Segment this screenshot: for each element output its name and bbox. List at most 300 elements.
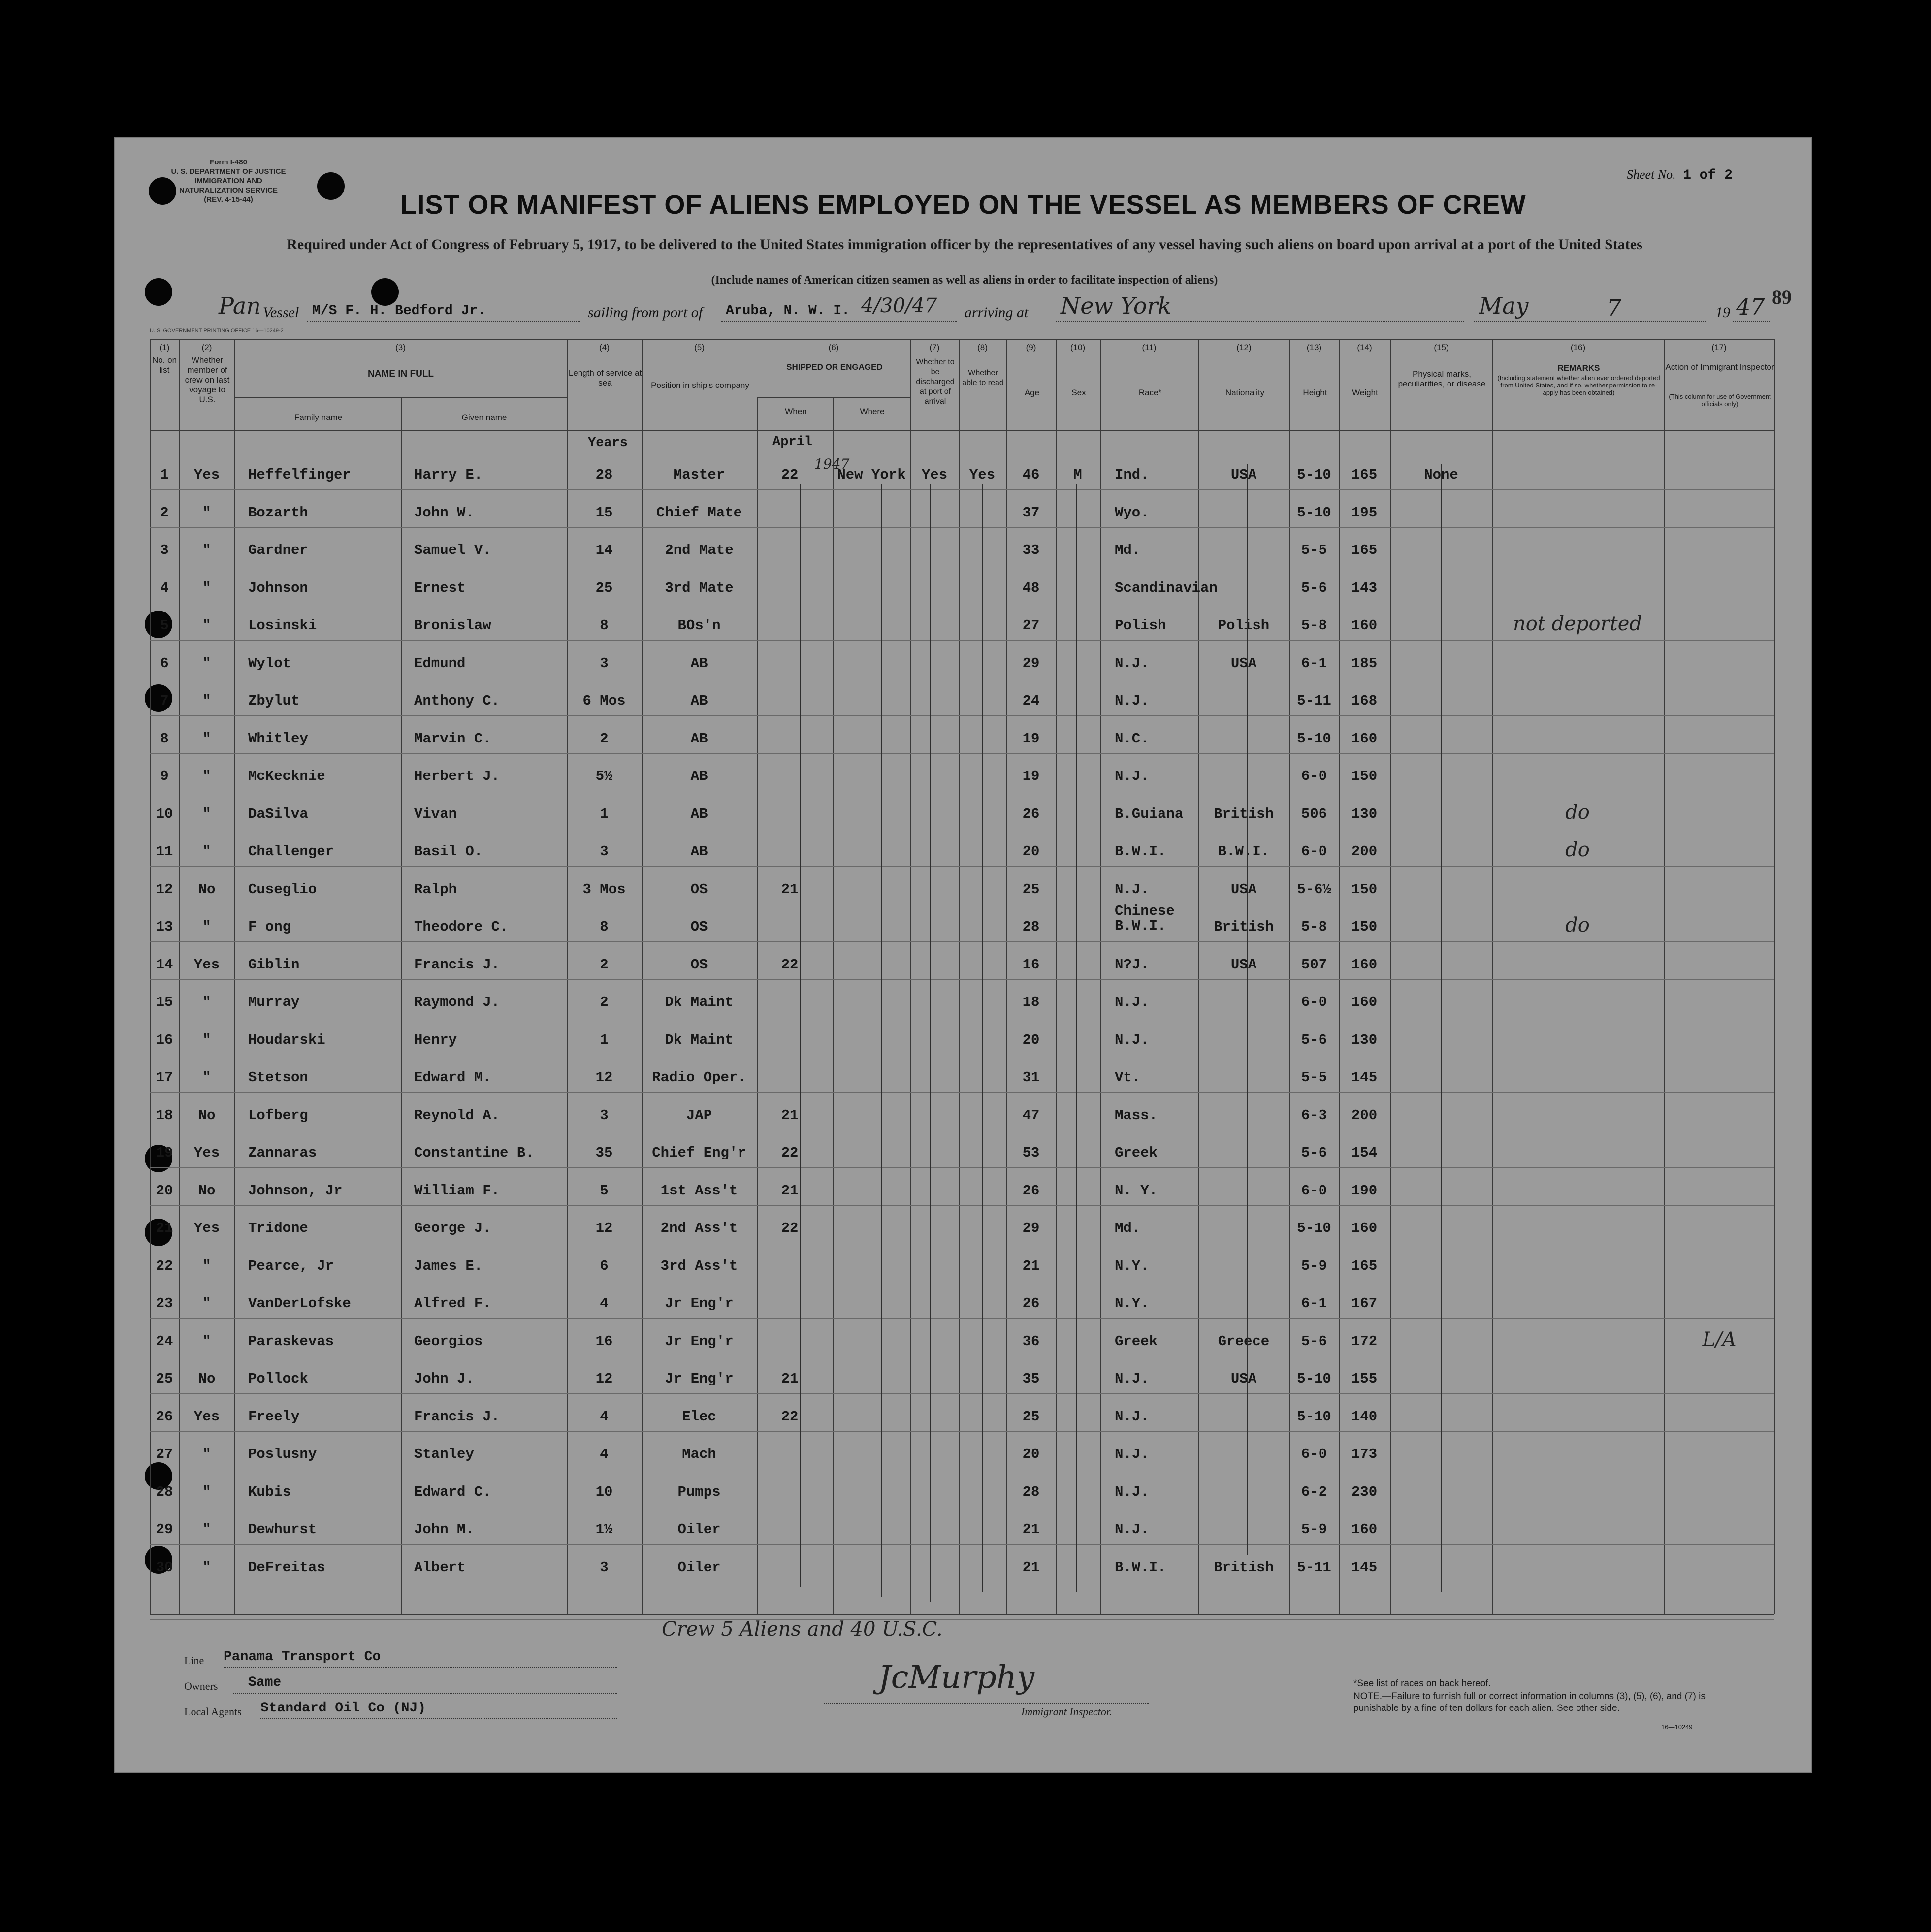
weight-cell: 160: [1351, 994, 1378, 1010]
last-voyage-cell: ": [202, 1257, 211, 1274]
weight-cell: 165: [1351, 467, 1378, 483]
weight-cell: 172: [1351, 1333, 1378, 1350]
height-cell: 5-10: [1297, 1220, 1331, 1236]
column-number: (10): [1070, 343, 1086, 352]
age-cell: 20: [1022, 843, 1040, 860]
row-number-cell: 19: [156, 1145, 173, 1161]
age-cell: 26: [1022, 1182, 1040, 1199]
weight-cell: 190: [1351, 1182, 1378, 1199]
position-cell: 2nd Mate: [665, 542, 734, 558]
weight-cell: 150: [1351, 881, 1378, 898]
column-rule: [1774, 339, 1775, 1614]
given-name-cell: William F.: [414, 1182, 500, 1199]
sheet-number-value: 1 of 2: [1683, 168, 1733, 183]
last-voyage-cell: ": [202, 994, 211, 1010]
arriving-port-handwritten: New York: [1061, 292, 1172, 319]
col-header-no: No. on list: [152, 355, 177, 375]
weight-cell: 200: [1351, 843, 1378, 860]
weight-cell: 165: [1351, 1257, 1378, 1274]
given-name-cell: Edward C.: [414, 1483, 491, 1500]
weight-cell: 165: [1351, 542, 1378, 558]
service-length-cell: 16: [595, 1333, 613, 1350]
col-header-when: When: [785, 407, 807, 416]
position-cell: 2nd Ass't: [660, 1220, 738, 1236]
race-cell: B.W.I.: [1115, 1559, 1166, 1576]
service-length-cell: 2: [600, 994, 609, 1010]
shipped-when-cell: 21: [781, 1371, 799, 1387]
height-cell: 5-5: [1301, 1069, 1327, 1086]
position-cell: 3rd Ass't: [660, 1257, 738, 1274]
page-number: 89: [1772, 286, 1792, 308]
inspector-action-cell: L/A: [1702, 1328, 1737, 1351]
col-header-remarks: REMARKS: [1557, 363, 1600, 373]
footer: [184, 1630, 1760, 1768]
row-number-cell: 5: [160, 617, 169, 634]
age-cell: 25: [1022, 881, 1040, 898]
shipped-when-cell: 22: [781, 1145, 799, 1161]
ditto-line-when: [800, 484, 801, 1587]
shipped-year-handwritten: 1947: [814, 456, 850, 472]
shipped-when-cell: 22: [781, 467, 799, 483]
family-name-cell: Murray: [248, 994, 300, 1010]
form-id-line: Form I-480: [210, 158, 247, 166]
arriving-label: arriving at: [965, 304, 1029, 321]
last-voyage-cell: ": [202, 542, 211, 558]
last-voyage-cell: No: [198, 881, 216, 898]
family-name-cell: Zannaras: [248, 1145, 317, 1161]
service-length-cell: 5: [600, 1182, 609, 1199]
weight-cell: 143: [1351, 580, 1378, 596]
family-name-cell: Giblin: [248, 956, 300, 973]
weight-cell: 140: [1351, 1408, 1378, 1425]
column-rule: [1664, 339, 1665, 1614]
height-cell: 6-2: [1301, 1483, 1327, 1500]
given-name-cell: John W.: [414, 504, 474, 521]
weight-cell: 160: [1351, 1521, 1378, 1538]
service-length-cell: 12: [595, 1069, 613, 1086]
position-cell: AB: [690, 693, 708, 709]
weight-cell: 150: [1351, 919, 1378, 935]
weight-cell: 160: [1351, 617, 1378, 634]
age-cell: 47: [1022, 1107, 1040, 1124]
height-cell: 6-0: [1301, 843, 1327, 860]
age-cell: 26: [1022, 1295, 1040, 1312]
shipped-when-cell: 21: [781, 1182, 799, 1199]
service-length-cell: 4: [600, 1446, 609, 1462]
family-name-cell: DaSilva: [248, 805, 308, 822]
position-cell: AB: [690, 843, 708, 860]
race-cell: Scandinavian: [1115, 580, 1218, 596]
sailing-port-value: Aruba, N. W. I.: [726, 303, 850, 319]
given-name-cell: Anthony C.: [414, 693, 500, 709]
last-voyage-cell: Yes: [193, 956, 220, 973]
age-cell: 25: [1022, 1408, 1040, 1425]
age-cell: 21: [1022, 1257, 1040, 1274]
row-number-cell: 13: [156, 919, 173, 935]
last-voyage-cell: ": [202, 504, 211, 521]
race-cell: Wyo.: [1115, 504, 1149, 521]
position-cell: AB: [690, 655, 708, 672]
age-cell: 29: [1022, 1220, 1040, 1236]
height-cell: 5-11: [1297, 693, 1331, 709]
nationality-cell: British: [1214, 805, 1274, 822]
race-cell: N.J.: [1115, 768, 1149, 784]
service-length-cell: 3: [600, 1107, 609, 1124]
family-name-cell: Pollock: [248, 1371, 308, 1387]
race-cell: Md.: [1115, 1220, 1141, 1236]
vessel-prefix-handwritten: Pan: [219, 292, 261, 319]
family-name-cell: Losinski: [248, 617, 317, 634]
service-length-cell: 5½: [595, 768, 613, 784]
nationality-cell: B.W.I.: [1218, 843, 1270, 860]
position-cell: 1st Ass't: [660, 1182, 738, 1199]
nationality-cell: British: [1214, 1559, 1274, 1576]
family-name-cell: Whitley: [248, 730, 308, 747]
age-cell: 21: [1022, 1559, 1040, 1576]
column-rule: [910, 339, 911, 1614]
service-length-cell: 3: [600, 843, 609, 860]
column-number: (6): [828, 343, 839, 352]
column-number: (17): [1711, 343, 1727, 352]
col-header-family-name: Family name: [294, 413, 343, 422]
family-name-cell: Challenger: [248, 843, 334, 860]
page-title: LIST OR MANIFEST OF ALIENS EMPLOYED ON THE VESSEL AS MEMBERS OF CREW: [400, 190, 1526, 220]
height-cell: 5-6: [1301, 580, 1327, 596]
column-number: (3): [395, 343, 406, 352]
family-name-cell: Tridone: [248, 1220, 308, 1236]
col-header-action-note: (This column for use of Government officials only): [1669, 393, 1771, 408]
family-name-cell: Freely: [248, 1408, 300, 1425]
service-length-cell: 12: [595, 1371, 613, 1387]
service-length-cell: 8: [600, 617, 609, 634]
remarks-cell: do: [1565, 914, 1590, 936]
given-name-cell: Herbert J.: [414, 768, 500, 784]
column-number: (15): [1434, 343, 1449, 352]
row-number-cell: 9: [160, 768, 169, 784]
height-cell: 5-11: [1297, 1559, 1331, 1576]
nationality-cell: USA: [1230, 1371, 1257, 1387]
position-cell: Master: [673, 467, 725, 483]
family-name-cell: Kubis: [248, 1483, 291, 1500]
position-cell: JAP: [686, 1107, 712, 1124]
age-cell: 35: [1022, 1371, 1040, 1387]
nationality-cell: Polish: [1218, 617, 1270, 634]
height-cell: 5-8: [1301, 919, 1327, 935]
position-cell: Elec: [682, 1408, 716, 1425]
family-name-cell: Johnson, Jr: [248, 1182, 343, 1199]
age-cell: 16: [1022, 956, 1040, 973]
last-voyage-cell: Yes: [193, 1220, 220, 1236]
race-cell: Chinese B.W.I.: [1115, 903, 1175, 934]
weight-cell: 154: [1351, 1145, 1378, 1161]
last-voyage-cell: ": [202, 1559, 211, 1576]
position-cell: Jr Eng'r: [665, 1371, 734, 1387]
given-name-cell: Stanley: [414, 1446, 474, 1462]
position-cell: Chief Eng'r: [652, 1145, 746, 1161]
column-rule: [1492, 339, 1493, 1614]
vessel-line: [150, 292, 1774, 330]
service-length-cell: 6 Mos: [582, 693, 626, 709]
ditto-line-discharged: [930, 484, 931, 1602]
col-header-shipped: SHIPPED OR ENGAGED: [786, 362, 883, 372]
shipped-when-cell: 21: [781, 881, 799, 898]
race-cell: N.J.: [1115, 1521, 1149, 1538]
last-voyage-cell: No: [198, 1182, 216, 1199]
ditto-line-where: [881, 484, 882, 1597]
row-number-cell: 25: [156, 1371, 173, 1387]
row-number-cell: 27: [156, 1446, 173, 1462]
col-header-nationality: Nationality: [1225, 388, 1265, 397]
height-cell: 506: [1301, 805, 1327, 822]
family-name-cell: Dewhurst: [248, 1521, 317, 1538]
race-cell: N.J.: [1115, 1371, 1149, 1387]
race-cell: Ind.: [1115, 467, 1149, 483]
given-name-cell: Reynold A.: [414, 1107, 500, 1124]
family-name-cell: Wylot: [248, 655, 291, 672]
discharged-cell: Yes: [921, 467, 948, 483]
weight-cell: 145: [1351, 1559, 1378, 1576]
last-voyage-cell: ": [202, 693, 211, 709]
column-number: (1): [159, 343, 170, 352]
page-subtitle: Required under Act of Congress of February 5, 1917, to be delivered to the United States immigration officer by the representatives of any vessel having such aliens on board upon arrival at a port of the United States: [287, 236, 1642, 253]
col-header-action: Action of Immigrant Inspector: [1665, 362, 1774, 372]
race-cell: Greek: [1115, 1333, 1158, 1350]
col-header-service: Length of service at sea: [568, 368, 642, 387]
col-header-where: Where: [860, 407, 885, 416]
row-number-cell: 12: [156, 881, 173, 898]
position-cell: AB: [690, 730, 708, 747]
column-number: (12): [1236, 343, 1252, 352]
height-cell: 6-0: [1301, 994, 1327, 1010]
given-name-cell: Francis J.: [414, 1408, 500, 1425]
row-number-cell: 18: [156, 1107, 173, 1124]
line-label: Line: [184, 1654, 204, 1667]
row-number-cell: 29: [156, 1521, 173, 1538]
last-voyage-cell: ": [202, 1295, 211, 1312]
age-cell: 18: [1022, 994, 1040, 1010]
last-voyage-cell: ": [202, 805, 211, 822]
height-cell: 6-1: [1301, 1295, 1327, 1312]
service-length-cell: 14: [595, 542, 613, 558]
weight-cell: 185: [1351, 655, 1378, 672]
last-voyage-cell: ": [202, 655, 211, 672]
position-cell: OS: [690, 919, 708, 935]
race-cell: Mass.: [1115, 1107, 1158, 1124]
family-name-cell: Poslusny: [248, 1446, 317, 1462]
form-id-line: (REV. 4-15-44): [204, 195, 253, 204]
family-name-cell: Gardner: [248, 542, 308, 558]
given-name-cell: Constantine B.: [414, 1145, 534, 1161]
weight-cell: 200: [1351, 1107, 1378, 1124]
family-name-cell: Zbylut: [248, 693, 300, 709]
family-name-cell: Johnson: [248, 580, 308, 596]
height-cell: 5-10: [1297, 504, 1331, 521]
family-name-cell: Lofberg: [248, 1107, 308, 1124]
position-cell: OS: [690, 881, 708, 898]
nationality-cell: USA: [1230, 956, 1257, 973]
ditto-line-read: [982, 484, 983, 1592]
row-number-cell: 7: [160, 693, 169, 709]
height-cell: 6-0: [1301, 768, 1327, 784]
family-name-cell: Paraskevas: [248, 1333, 334, 1350]
family-name-cell: Pearce, Jr: [248, 1257, 334, 1274]
race-cell: N.Y.: [1115, 1295, 1149, 1312]
given-name-cell: John M.: [414, 1521, 474, 1538]
service-length-cell: 3 Mos: [582, 881, 626, 898]
column-number: (9): [1026, 343, 1036, 352]
given-name-cell: George J.: [414, 1220, 491, 1236]
height-cell: 5-10: [1297, 467, 1331, 483]
service-length-cell: 4: [600, 1295, 609, 1312]
col-header-given-name: Given name: [461, 413, 507, 422]
row-number-cell: 22: [156, 1257, 173, 1274]
height-cell: 5-5: [1301, 542, 1327, 558]
nationality-cell: Greece: [1218, 1333, 1270, 1350]
remarks-cell: do: [1565, 838, 1590, 861]
service-length-cell: 4: [600, 1408, 609, 1425]
race-cell: Greek: [1115, 1145, 1158, 1161]
row-number-cell: 17: [156, 1069, 173, 1086]
col-header-name: NAME IN FULL: [367, 369, 434, 379]
service-length-cell: 6: [600, 1257, 609, 1274]
ditto-line-sex: [1076, 484, 1077, 1592]
position-cell: Pumps: [677, 1483, 721, 1500]
position-cell: Oiler: [677, 1521, 721, 1538]
weight-cell: 130: [1351, 805, 1378, 822]
ditto-line-marks: [1441, 464, 1442, 1592]
nationality-cell: USA: [1230, 467, 1257, 483]
given-name-cell: John J.: [414, 1371, 474, 1387]
given-name-cell: Henry: [414, 1031, 457, 1048]
service-length-cell: 15: [595, 504, 613, 521]
ditto-line-nationality: [1247, 464, 1248, 1555]
row-number-cell: 24: [156, 1333, 173, 1350]
nationality-cell: British: [1214, 919, 1274, 935]
family-name-cell: Stetson: [248, 1069, 308, 1086]
given-name-cell: Vivan: [414, 805, 457, 822]
given-name-cell: Edmund: [414, 655, 466, 672]
age-cell: 20: [1022, 1446, 1040, 1462]
col-header-marks: Physical marks, peculiarities, or disease: [1398, 369, 1486, 388]
col-header-remarks-note: (Including statement whether alien ever ordered deported from United States, and if so, whether permission to re-apply has been obtained): [1497, 374, 1660, 396]
position-cell: Dk Maint: [665, 994, 734, 1010]
physical-marks-cell: None: [1424, 467, 1458, 483]
height-cell: 5-8: [1301, 617, 1327, 634]
col-header-last-voyage: Whether member of crew on last voyage to U.S.: [185, 355, 230, 404]
position-cell: 3rd Mate: [665, 580, 734, 596]
sheet-number-label: Sheet No.: [1627, 167, 1676, 182]
last-voyage-cell: ": [202, 1483, 211, 1500]
position-cell: Chief Mate: [656, 504, 742, 521]
age-cell: 19: [1022, 730, 1040, 747]
owners-label: Owners: [184, 1680, 218, 1692]
family-name-cell: Heffelfinger: [248, 467, 351, 483]
family-name-cell: Houdarski: [248, 1031, 325, 1048]
col-header-race: Race*: [1138, 388, 1162, 397]
last-voyage-cell: ": [202, 768, 211, 784]
nationality-cell: USA: [1230, 881, 1257, 898]
year-prefix: 19: [1715, 304, 1730, 321]
race-cell: Md.: [1115, 542, 1141, 558]
form-id-line: IMMIGRATION AND NATURALIZATION SERVICE: [179, 177, 278, 194]
height-cell: 5-6½: [1297, 881, 1331, 898]
age-cell: 48: [1022, 580, 1040, 596]
col-header-read: Whether able to read: [962, 369, 1004, 387]
service-length-cell: 25: [595, 580, 613, 596]
weight-cell: 145: [1351, 1069, 1378, 1086]
col-header-weight: Weight: [1352, 388, 1378, 397]
age-cell: 29: [1022, 655, 1040, 672]
column-number: (8): [977, 343, 988, 352]
weight-cell: 160: [1351, 730, 1378, 747]
remarks-cell: do: [1565, 801, 1590, 824]
race-cell: N.J.: [1115, 693, 1149, 709]
race-cell: N.J.: [1115, 655, 1149, 672]
family-name-cell: Cuseglio: [248, 881, 317, 898]
penalty-note: NOTE.—Failure to furnish full or correct information in columns (3), (5), (6), and (7) is punishable by a fine of ten dollars for each alien. See other side.: [1353, 1691, 1706, 1713]
able-to-read-cell: Yes: [969, 467, 996, 483]
height-cell: 5-6: [1301, 1333, 1327, 1350]
row-number-cell: 8: [160, 730, 169, 747]
race-cell: N.Y.: [1115, 1257, 1149, 1274]
agents-label: Local Agents: [184, 1706, 242, 1718]
service-length-cell: 3: [600, 655, 609, 672]
age-cell: 46: [1022, 467, 1040, 483]
row-number-cell: 4: [160, 580, 169, 596]
row-number-cell: 1: [160, 467, 169, 483]
age-cell: 20: [1022, 1031, 1040, 1048]
age-cell: 31: [1022, 1069, 1040, 1086]
height-cell: 507: [1301, 956, 1327, 973]
last-voyage-cell: No: [198, 1371, 216, 1387]
given-name-cell: James E.: [414, 1257, 483, 1274]
family-name-cell: F ong: [248, 919, 291, 935]
arrival-day-handwritten: 7: [1607, 294, 1622, 321]
last-voyage-cell: ": [202, 1069, 211, 1086]
weight-cell: 195: [1351, 504, 1378, 521]
service-length-cell: 35: [595, 1145, 613, 1161]
height-cell: 5-10: [1297, 1371, 1331, 1387]
last-voyage-cell: ": [202, 1521, 211, 1538]
service-length-cell: 1½: [595, 1521, 613, 1538]
age-cell: 28: [1022, 919, 1040, 935]
given-name-cell: Georgios: [414, 1333, 483, 1350]
service-length-cell: 8: [600, 919, 609, 935]
shipped-when-cell: 22: [781, 1408, 799, 1425]
crew-table: [150, 339, 1774, 1641]
given-name-cell: Harry E.: [414, 467, 483, 483]
service-length-cell: 2: [600, 730, 609, 747]
weight-cell: 173: [1351, 1446, 1378, 1462]
height-cell: 6-3: [1301, 1107, 1327, 1124]
column-number: (7): [929, 343, 940, 352]
row-number-cell: 16: [156, 1031, 173, 1048]
weight-cell: 230: [1351, 1483, 1378, 1500]
family-name-cell: DeFreitas: [248, 1559, 325, 1576]
given-name-cell: Basil O.: [414, 843, 483, 860]
row-number-cell: 20: [156, 1182, 173, 1199]
given-name-cell: Marvin C.: [414, 730, 491, 747]
sex-cell: M: [1073, 467, 1082, 483]
age-cell: 27: [1022, 617, 1040, 634]
position-cell: Jr Eng'r: [665, 1333, 734, 1350]
race-cell: N.J.: [1115, 881, 1149, 898]
column-number: (14): [1357, 343, 1372, 352]
age-cell: 36: [1022, 1333, 1040, 1350]
last-voyage-cell: Yes: [193, 1408, 220, 1425]
service-length-cell: 1: [600, 1031, 609, 1048]
last-voyage-cell: ": [202, 919, 211, 935]
